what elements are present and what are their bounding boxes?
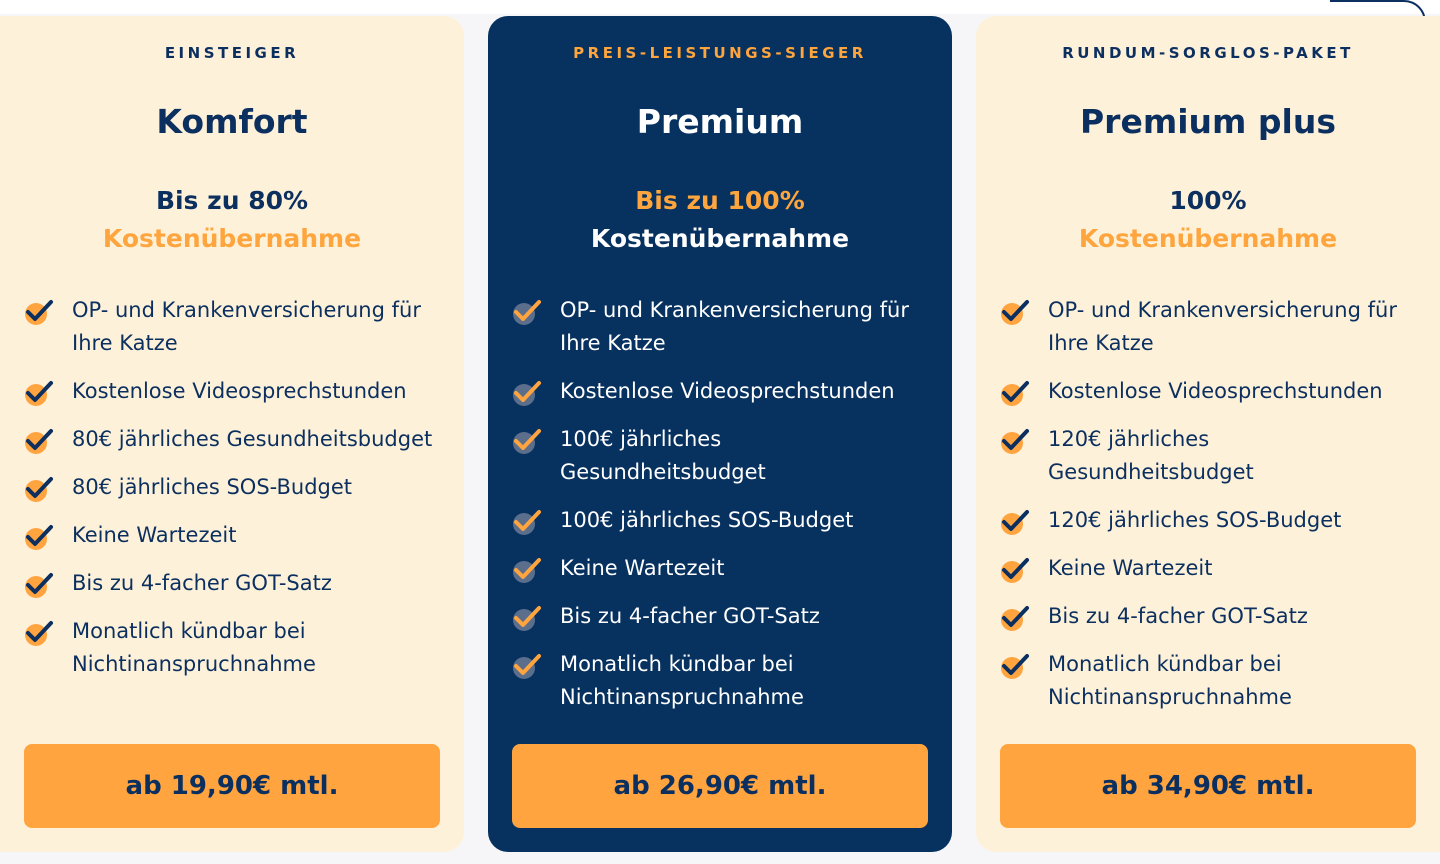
check-icon xyxy=(1000,379,1030,407)
feature-text: Bis zu 4-facher GOT-Satz xyxy=(72,571,332,595)
check-icon xyxy=(512,604,542,632)
feature-item xyxy=(1000,600,1420,633)
feature-text: 80€ jährliches Gesundheitsbudget xyxy=(72,427,433,451)
check-icon xyxy=(24,427,54,455)
coverage-percent: 100% xyxy=(1169,186,1247,215)
feature-item xyxy=(512,600,932,633)
feature-text: Kostenlose Videosprechstunden xyxy=(72,379,407,403)
feature-item xyxy=(1000,552,1420,585)
feature-item xyxy=(1000,504,1420,537)
check-icon xyxy=(512,508,542,536)
plan-cards xyxy=(0,16,1440,852)
feature-item xyxy=(512,552,932,585)
feature-text: Monatlich kündbar bei Nichtinanspruchnahme xyxy=(72,619,316,676)
plan-coverage xyxy=(976,182,1440,258)
feature-text: Keine Wartezeit xyxy=(560,556,725,580)
feature-text: Kostenlose Videosprechstunden xyxy=(1048,379,1383,403)
feature-text: Monatlich kündbar bei Nichtinanspruchnahme xyxy=(1048,652,1292,709)
plan-eyebrow: EINSTEIGER xyxy=(164,44,300,62)
feature-text: OP- und Krankenversicherung für Ihre Katze xyxy=(1048,298,1397,355)
check-icon xyxy=(24,571,54,599)
feature-text: 120€ jährliches Gesundheitsbudget xyxy=(1048,427,1254,484)
feature-text: Keine Wartezeit xyxy=(1048,556,1213,580)
feature-item xyxy=(512,375,932,408)
coverage-label: Kostenübernahme xyxy=(590,224,850,253)
feature-text: OP- und Krankenversicherung für Ihre Katze xyxy=(72,298,421,355)
feature-item xyxy=(1000,375,1420,408)
plan-coverage xyxy=(488,182,952,258)
plan-title: Premium xyxy=(636,102,804,141)
check-icon xyxy=(24,475,54,503)
check-icon xyxy=(512,379,542,407)
check-icon xyxy=(512,427,542,455)
feature-text: Bis zu 4-facher GOT-Satz xyxy=(1048,604,1308,628)
plan-card-premium-plus xyxy=(976,16,1440,852)
top-strip xyxy=(0,0,1440,14)
feature-item xyxy=(24,375,444,408)
check-icon xyxy=(1000,298,1030,326)
check-icon xyxy=(1000,508,1030,536)
feature-item xyxy=(512,294,932,360)
coverage-percent: Bis zu 100% xyxy=(635,186,805,215)
coverage-percent: Bis zu 80% xyxy=(155,186,309,215)
feature-item xyxy=(1000,648,1420,714)
feature-item xyxy=(24,519,444,552)
plan-eyebrow: RUNDUM-SORGLOS-PAKET xyxy=(1062,44,1354,62)
feature-text: Bis zu 4-facher GOT-Satz xyxy=(560,604,820,628)
check-icon xyxy=(1000,556,1030,584)
coverage-label: Kostenübernahme xyxy=(102,224,362,253)
feature-text: 80€ jährliches SOS-Budget xyxy=(72,475,353,499)
feature-item xyxy=(24,423,444,456)
check-icon xyxy=(512,298,542,326)
feature-item xyxy=(512,504,932,537)
feature-item xyxy=(24,294,444,360)
feature-text: 100€ jährliches SOS-Budget xyxy=(560,508,854,532)
coverage-label: Kostenübernahme xyxy=(1078,224,1338,253)
check-icon xyxy=(24,523,54,551)
price-button-premium[interactable]: ab 26,90€ mtl. xyxy=(512,744,928,828)
plan-card-premium xyxy=(488,16,952,852)
plan-coverage xyxy=(0,182,464,258)
feature-item xyxy=(1000,294,1420,360)
price-button-premium-plus[interactable]: ab 34,90€ mtl. xyxy=(1000,744,1416,828)
check-icon xyxy=(1000,604,1030,632)
check-icon xyxy=(1000,652,1030,680)
plan-card-komfort xyxy=(0,16,464,852)
check-icon xyxy=(24,298,54,326)
feature-text: 120€ jährliches SOS-Budget xyxy=(1048,508,1342,532)
feature-item xyxy=(1000,423,1420,489)
price-button-komfort[interactable]: ab 19,90€ mtl. xyxy=(24,744,440,828)
feature-text: Keine Wartezeit xyxy=(72,523,237,547)
feature-item xyxy=(24,615,444,681)
feature-text: OP- und Krankenversicherung für Ihre Katze xyxy=(560,298,909,355)
feature-text: 100€ jährliches Gesundheitsbudget xyxy=(560,427,766,484)
feature-list xyxy=(1000,294,1420,729)
plan-eyebrow: PREIS-LEISTUNGS-SIEGER xyxy=(573,44,867,62)
feature-item xyxy=(24,567,444,600)
check-icon xyxy=(512,556,542,584)
feature-text: Kostenlose Videosprechstunden xyxy=(560,379,895,403)
feature-item xyxy=(24,471,444,504)
check-icon xyxy=(1000,427,1030,455)
feature-item xyxy=(512,648,932,714)
check-icon xyxy=(24,379,54,407)
feature-text: Monatlich kündbar bei Nichtinanspruchnahme xyxy=(560,652,804,709)
check-icon xyxy=(24,619,54,647)
feature-list xyxy=(24,294,444,696)
feature-item xyxy=(512,423,932,489)
check-icon xyxy=(512,652,542,680)
plan-title: Komfort xyxy=(156,102,308,141)
feature-list xyxy=(512,294,932,729)
plan-title: Premium plus xyxy=(1080,102,1336,141)
